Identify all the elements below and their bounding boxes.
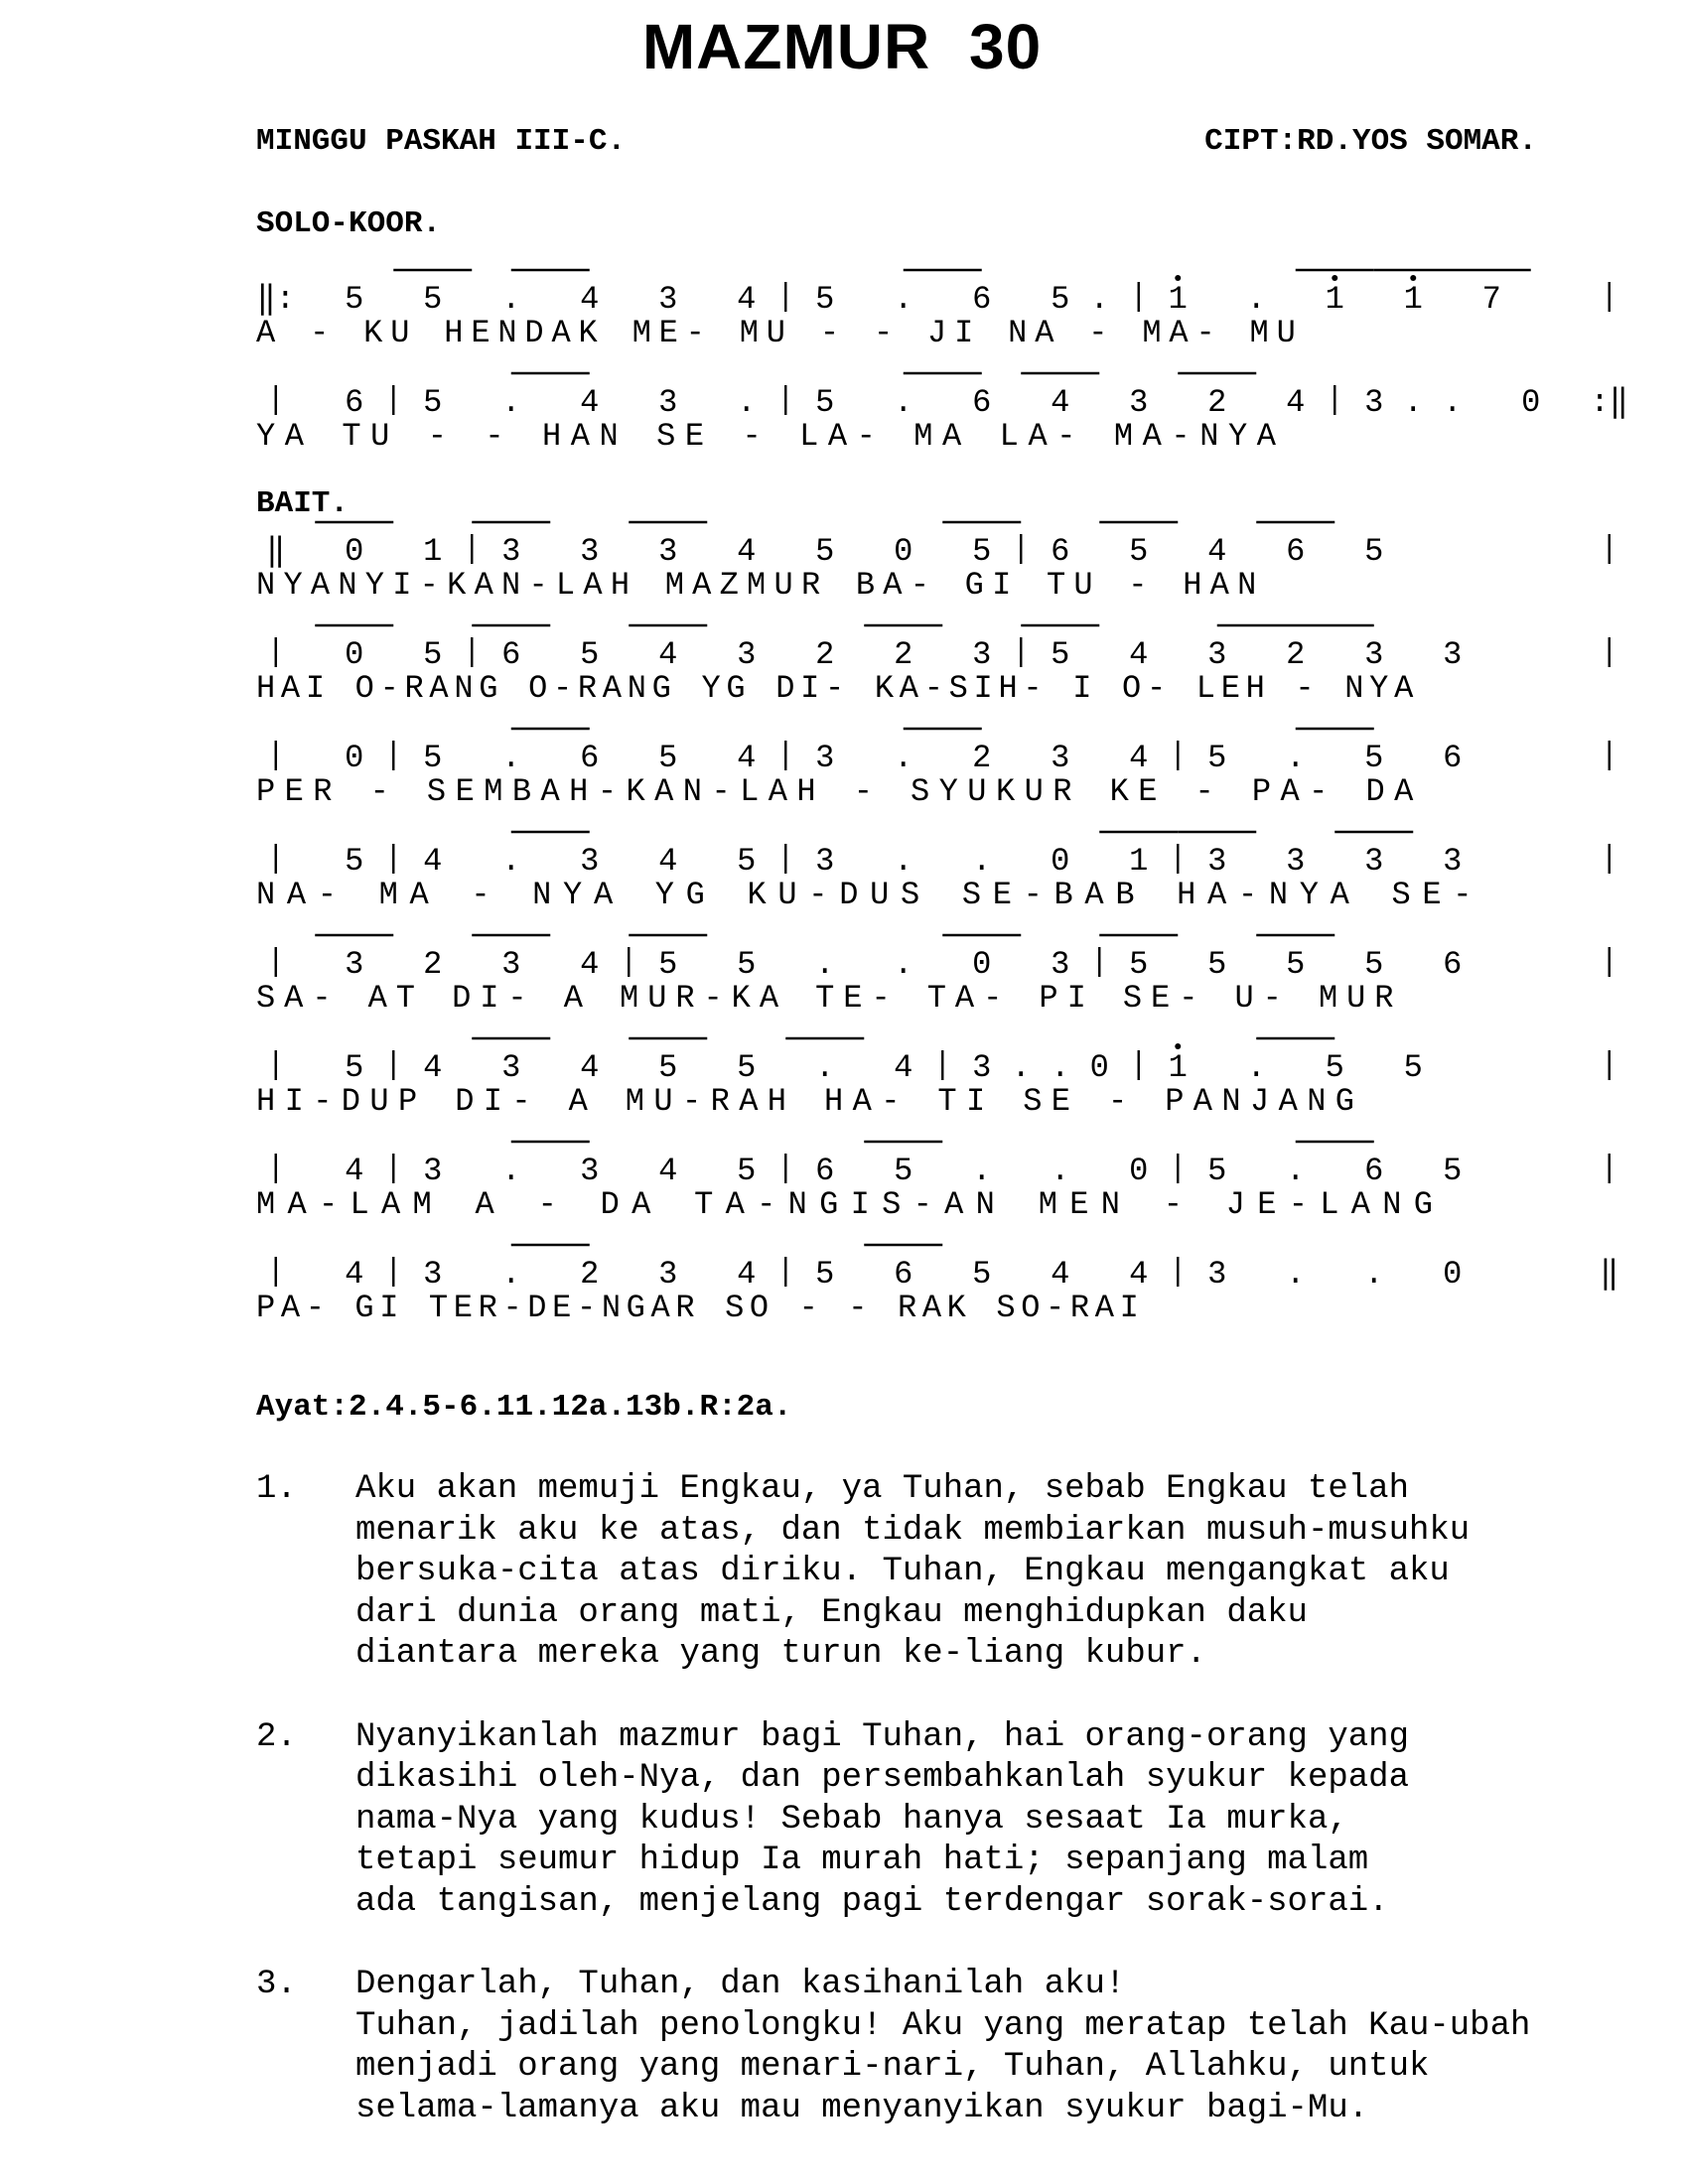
note: 6 xyxy=(1364,1153,1384,1189)
note: 5 xyxy=(1443,1153,1463,1189)
note: 6 xyxy=(1443,946,1463,983)
verse-line: Aku akan memuji Engkau, ya Tuhan, sebab Engkau telah xyxy=(355,1470,1409,1508)
note: 5 xyxy=(423,384,443,421)
note: 3 xyxy=(972,1049,992,1086)
note: . xyxy=(1286,740,1306,776)
note: . xyxy=(1246,1049,1266,1086)
octave-dot xyxy=(1332,275,1337,281)
verse-line: menarik aku ke atas, dan tidak membiarkan musuh-musuhku xyxy=(355,1511,1471,1550)
note: 3 xyxy=(1207,843,1227,880)
note: 5 xyxy=(1364,533,1384,570)
note: 6 xyxy=(1051,533,1070,570)
note: 4 xyxy=(737,740,757,776)
note: 4 xyxy=(345,1256,364,1293)
note: 1 xyxy=(1325,281,1344,318)
note: . xyxy=(894,946,913,983)
note: . xyxy=(501,281,521,318)
note: 5 xyxy=(894,1153,913,1189)
note: 4 xyxy=(1051,384,1070,421)
lyrics-line: NYANYI-KAN-LAH MAZMUR BA- GI TU - HAN xyxy=(256,567,1257,604)
note: 2 xyxy=(1207,384,1227,421)
octave-dot xyxy=(1175,1043,1181,1049)
note: 4 xyxy=(580,384,600,421)
note: 6 xyxy=(972,384,992,421)
note: 3 xyxy=(423,1153,443,1189)
note: 1 xyxy=(1168,1049,1188,1086)
note: 6 xyxy=(501,636,521,673)
note: 5 xyxy=(1364,946,1384,983)
verse-line: bersuka-cita atas diriku. Tuhan, Engkau mengangkat aku xyxy=(355,1553,1450,1590)
note: 2 xyxy=(815,636,835,673)
note: 3 xyxy=(1364,384,1384,421)
note: 5 xyxy=(345,281,364,318)
note: 5 xyxy=(815,1256,835,1293)
occasion-label: MINGGU PASKAH III-C. xyxy=(256,124,627,159)
note: 3 xyxy=(423,1256,443,1293)
score-row-5 xyxy=(256,729,1610,810)
note: 2 xyxy=(972,740,992,776)
note: 3 xyxy=(580,843,600,880)
verse-line: dikasihi oleh-Nya, dan persembahkanlah syukur kepada xyxy=(355,1759,1409,1797)
verse-reference: Ayat:2.4.5-6.11.12a.13b.R:2a. xyxy=(256,1390,792,1425)
score-row-6 xyxy=(256,832,1610,913)
note: . xyxy=(1403,384,1423,421)
note: 4 xyxy=(423,1049,443,1086)
score-row-7 xyxy=(256,935,1610,1017)
repeat-sign: ‖ xyxy=(1600,1256,1619,1293)
note: . xyxy=(972,1153,992,1189)
score-row-8 xyxy=(256,1038,1610,1120)
note: 3 xyxy=(1364,843,1384,880)
repeat-sign: ‖: xyxy=(256,281,295,318)
note: 3 xyxy=(1051,946,1070,983)
note: . xyxy=(1051,1049,1070,1086)
note: 4 xyxy=(1129,636,1149,673)
note: . xyxy=(815,946,835,983)
notation-score xyxy=(256,268,1628,1370)
note: 5 xyxy=(1207,1153,1227,1189)
repeat-sign: :‖ xyxy=(1590,384,1628,421)
note: . xyxy=(1051,1153,1070,1189)
note: 3 xyxy=(580,1153,600,1189)
note: . xyxy=(1286,1256,1306,1293)
note: 0 xyxy=(1051,843,1070,880)
note: 3 xyxy=(1051,740,1070,776)
note: 0 xyxy=(1129,1153,1149,1189)
note: 4 xyxy=(1207,533,1227,570)
composer-credit: CIPT:RD.YOS SOMAR. xyxy=(1204,124,1537,159)
lyrics-line: SA- AT DI- A MUR-KA TE- TA- PI SE- U- MUR xyxy=(256,980,1394,1017)
note: 5 xyxy=(972,533,992,570)
note: 6 xyxy=(1286,533,1306,570)
lyrics-line: HAI O-RANG O-RANG YG DI- KA-SIH- I O- LEH - NYA xyxy=(256,670,1414,707)
note: 4 xyxy=(737,281,757,318)
verse-number: 2. xyxy=(256,1717,297,1756)
note: . xyxy=(894,384,913,421)
note: 6 xyxy=(815,1153,835,1189)
verse-line: Tuhan, jadilah penolongku! Aku yang meratap telah Kau-ubah xyxy=(355,2006,1531,2045)
note: 3 xyxy=(501,1049,521,1086)
note: 1 xyxy=(1168,281,1188,318)
verse-2 xyxy=(256,1717,1537,1924)
note: 4 xyxy=(1286,384,1306,421)
note: 5 xyxy=(815,533,835,570)
note: 4 xyxy=(658,1153,678,1189)
note: 6 xyxy=(894,1256,913,1293)
note: . xyxy=(1011,1049,1031,1086)
note: 3 xyxy=(1443,636,1463,673)
note: . xyxy=(501,843,521,880)
note: 0 xyxy=(345,533,364,570)
note: . xyxy=(815,1049,835,1086)
note: 4 xyxy=(658,843,678,880)
note: 3 xyxy=(815,843,835,880)
repeat-sign: ‖ xyxy=(266,533,286,570)
note: 3 xyxy=(1207,1256,1227,1293)
lyrics-line: PER - SEMBAH-KAN-LAH - SYUKUR KE - PA- DA xyxy=(256,773,1414,810)
score-row-10 xyxy=(256,1245,1618,1326)
note: 3 xyxy=(1129,384,1149,421)
verse-line: menjadi orang yang menari-nari, Tuhan, Allahku, untuk xyxy=(355,2048,1430,2086)
note: 4 xyxy=(580,281,600,318)
note: 5 xyxy=(1129,946,1149,983)
note: 5 xyxy=(423,281,443,318)
verse-list xyxy=(256,1469,1537,2171)
lyrics-line: PA- GI TER-DE-NGAR SO - - RAK SO-RAI xyxy=(256,1290,1139,1326)
note: 5 xyxy=(1129,533,1149,570)
lyrics-line: YA TU - - HAN SE - LA- MA LA- MA-NYA xyxy=(256,418,1276,455)
note: . xyxy=(1089,281,1109,318)
note: 2 xyxy=(423,946,443,983)
note: 4 xyxy=(894,1049,913,1086)
note: 5 xyxy=(658,946,678,983)
note: 3 xyxy=(1207,636,1227,673)
verse-1 xyxy=(256,1469,1537,1676)
note: 0 xyxy=(345,740,364,776)
note: 5 xyxy=(1207,740,1227,776)
lyrics-line: NA- MA - NYA YG KU-DUS SE-BAB HA-NYA SE- xyxy=(256,877,1473,913)
note: 4 xyxy=(345,1153,364,1189)
note: 3 xyxy=(815,740,835,776)
verse-line: ada tangisan, menjelang pagi terdengar sorak-sorai. xyxy=(355,1882,1389,1921)
lyrics-line: HI-DUP DI- A MU-RAH HA- TI SE - PANJANG xyxy=(256,1083,1354,1120)
verse-line: Nyanyikanlah mazmur bagi Tuhan, hai orang-orang yang xyxy=(355,1717,1409,1756)
note: 4 xyxy=(423,843,443,880)
note: 1 xyxy=(1403,281,1423,318)
note: 5 xyxy=(1286,946,1306,983)
note: 5 xyxy=(737,1049,757,1086)
verse-line: selama-lamanya aku mau menyanyikan syukur bagi-Mu. xyxy=(355,2089,1369,2127)
note: . xyxy=(1286,1153,1306,1189)
note: 5 xyxy=(815,281,835,318)
note: . xyxy=(1364,1256,1384,1293)
note: 5 xyxy=(1325,1049,1344,1086)
note: 3 xyxy=(737,636,757,673)
music-score xyxy=(256,268,1628,1370)
note: 3 xyxy=(345,946,364,983)
note: 4 xyxy=(1051,1256,1070,1293)
note: 6 xyxy=(972,281,992,318)
note: 3 xyxy=(658,533,678,570)
note: 4 xyxy=(1129,1256,1149,1293)
note: 3 xyxy=(1443,843,1463,880)
score-row-2 xyxy=(256,373,1628,455)
score-row-9 xyxy=(256,1142,1610,1223)
verse-line: nama-Nya yang kudus! Sebab hanya sesaat Ia murka, xyxy=(355,1800,1348,1839)
note: 0 xyxy=(1443,1256,1463,1293)
note: 5 xyxy=(423,740,443,776)
note: 7 xyxy=(1481,281,1501,318)
note: 5 xyxy=(1207,946,1227,983)
note: 5 xyxy=(1051,281,1070,318)
octave-dot xyxy=(1175,275,1181,281)
note: 6 xyxy=(580,740,600,776)
note: . xyxy=(894,843,913,880)
note: 2 xyxy=(580,1256,600,1293)
note: 5 xyxy=(815,384,835,421)
note: . xyxy=(501,384,521,421)
note: 4 xyxy=(1129,740,1149,776)
verse-3 xyxy=(256,1965,1537,2129)
lyrics-line: MA-LAM A - DA TA-NGIS-AN MEN - JE-LANG xyxy=(256,1186,1433,1223)
verse-number: 3. xyxy=(256,1966,297,2003)
note: 5 xyxy=(658,1049,678,1086)
note: 5 xyxy=(345,843,364,880)
note: 2 xyxy=(894,636,913,673)
note: 3 xyxy=(501,533,521,570)
note: 5 xyxy=(737,946,757,983)
note: 4 xyxy=(580,1049,600,1086)
note: 5 xyxy=(658,740,678,776)
lyrics-line: A - KU HENDAK ME- MU - - JI NA - MA- MU xyxy=(256,315,1296,351)
verse-section-label: BAIT. xyxy=(256,486,350,521)
note: 3 xyxy=(580,533,600,570)
note: 3 xyxy=(501,946,521,983)
note: 4 xyxy=(737,1256,757,1293)
note: 5 xyxy=(345,1049,364,1086)
score-row-4 xyxy=(256,625,1610,707)
octave-dot xyxy=(1410,275,1416,281)
note: 4 xyxy=(737,533,757,570)
note: . xyxy=(894,740,913,776)
note: 5 xyxy=(737,843,757,880)
note: 4 xyxy=(658,636,678,673)
note: . xyxy=(1246,281,1266,318)
note: 1 xyxy=(1129,843,1149,880)
note: 3 xyxy=(1364,636,1384,673)
note: 3 xyxy=(972,636,992,673)
verse-line: tetapi seumur hidup Ia murah hati; sepanjang malam xyxy=(355,1842,1369,1879)
note: 0 xyxy=(1521,384,1541,421)
note: 2 xyxy=(1286,636,1306,673)
note: . xyxy=(737,384,757,421)
page-title: MAZMUR 30 xyxy=(641,11,1043,82)
note: 0 xyxy=(894,533,913,570)
note: . xyxy=(894,281,913,318)
note: 4 xyxy=(580,946,600,983)
verse-line: dari dunia orang mati, Engkau menghidupkan daku xyxy=(355,1593,1308,1632)
note: 0 xyxy=(1089,1049,1109,1086)
note: . xyxy=(501,740,521,776)
note: 3 xyxy=(658,384,678,421)
note: 5 xyxy=(1051,636,1070,673)
note: . xyxy=(1443,384,1463,421)
note: 6 xyxy=(345,384,364,421)
note: 5 xyxy=(423,636,443,673)
note: . xyxy=(972,843,992,880)
note: 5 xyxy=(1364,740,1384,776)
note: 3 xyxy=(658,1256,678,1293)
note: 5 xyxy=(972,1256,992,1293)
note: 6 xyxy=(1443,740,1463,776)
score-row-1 xyxy=(256,270,1610,351)
note: 5 xyxy=(580,636,600,673)
verse-number: 1. xyxy=(256,1470,297,1508)
note: . xyxy=(501,1153,521,1189)
note: 1 xyxy=(423,533,443,570)
score-row-3 xyxy=(256,522,1610,604)
note: 3 xyxy=(658,281,678,318)
note: 0 xyxy=(345,636,364,673)
note: 0 xyxy=(972,946,992,983)
note: . xyxy=(501,1256,521,1293)
note: 5 xyxy=(737,1153,757,1189)
verse-line: Dengarlah, Tuhan, dan kasihanilah aku! xyxy=(355,1966,1126,2003)
note: 3 xyxy=(1286,843,1306,880)
verse-line: diantara mereka yang turun ke-liang kubur. xyxy=(355,1635,1206,1673)
note: 5 xyxy=(1403,1049,1423,1086)
refrain-label: SOLO-KOOR. xyxy=(256,206,442,241)
